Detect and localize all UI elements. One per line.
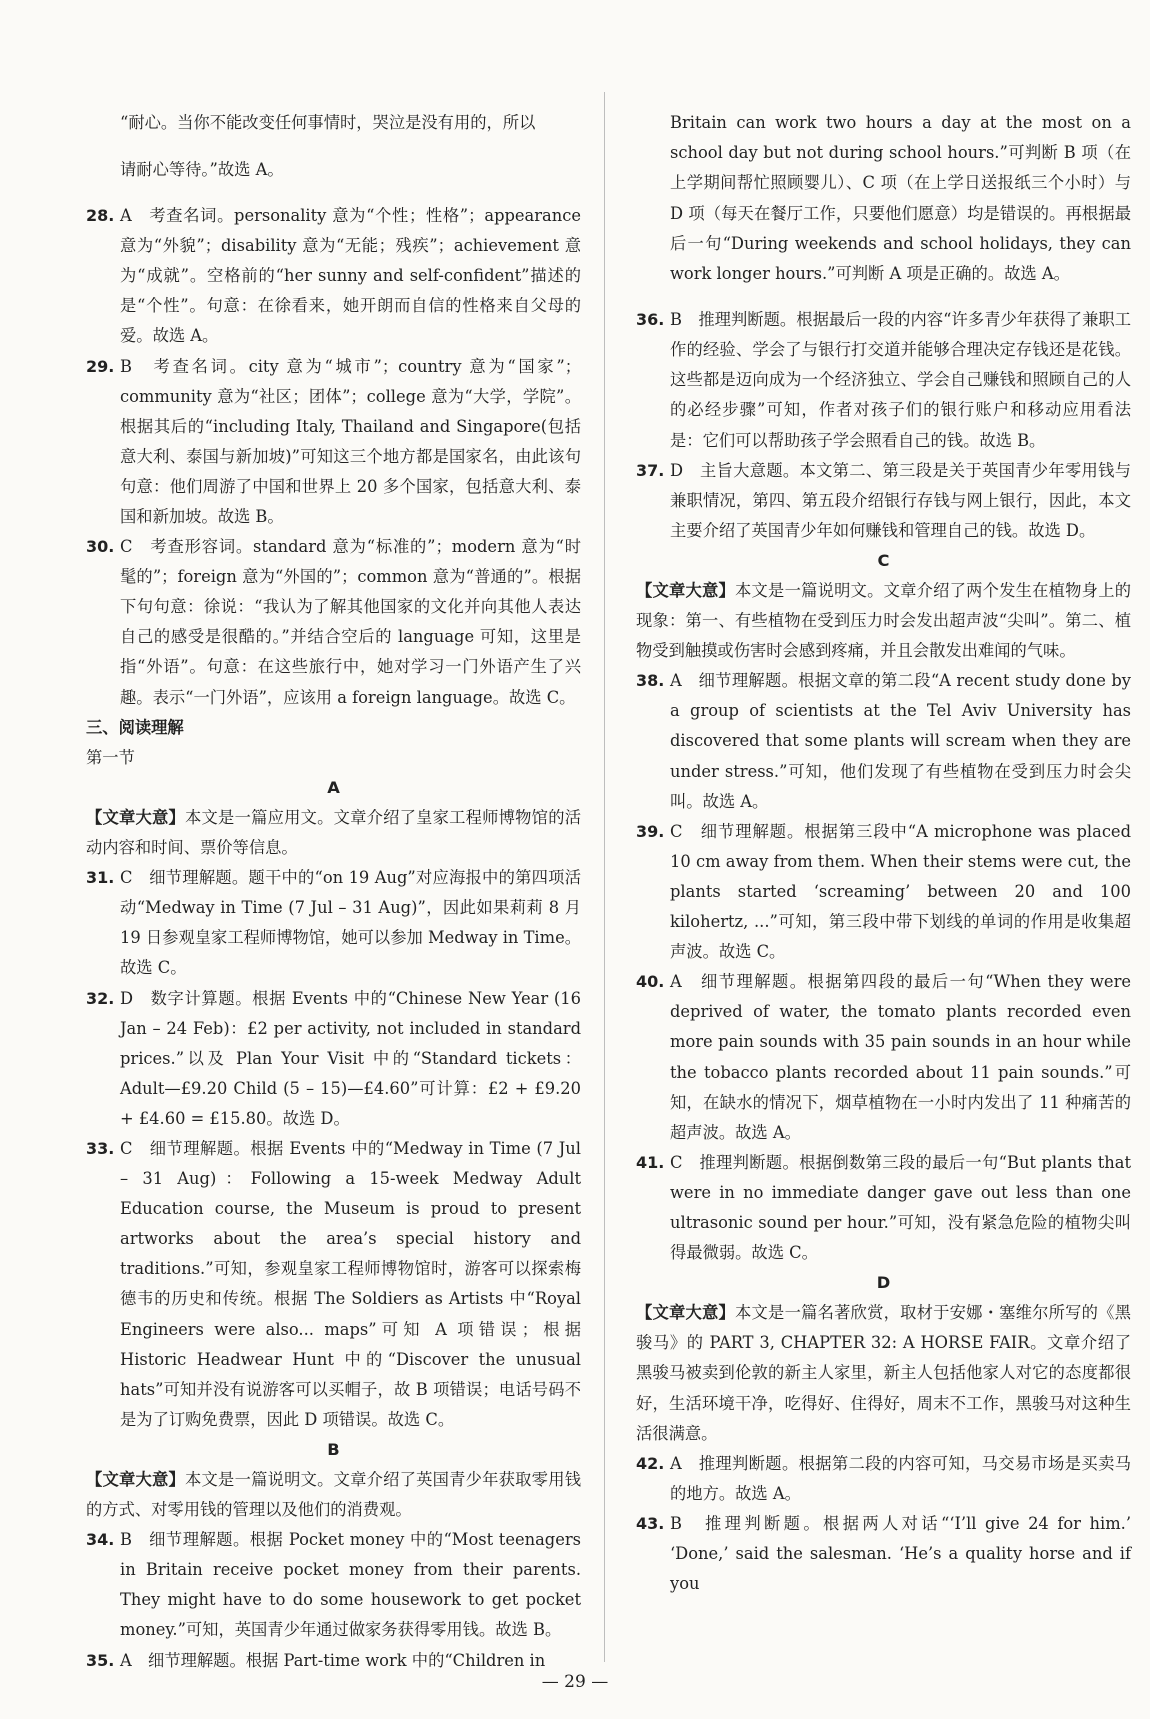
answer-text: D 数字计算题。根据 Events 中的“Chinese New Year (16 Jan – 24 Feb)：£2 per activity, not included in standard prices.”以及 Plan Your Visit 中的“Standard tickets：Adult—£9.20 Child (5 – 15)—£4.60”可计算：£2 + £9.20 + £4.60 = £15.80。故选 D。	[120, 988, 581, 1128]
answer-text: C 细节理解题。题干中的“on 19 Aug”对应海报中的第四项活动“Medway in Time (7 Jul – 31 Aug)”，因此如果莉莉 8 月 19 日参观皇家工程师博物馆，她可以参加 Medway in Time。故选 C。	[120, 868, 581, 978]
passage-c-summary	[636, 576, 1131, 666]
answer-38	[636, 666, 1131, 816]
question-number: 42.	[636, 1453, 665, 1473]
answer-text: C 细节理解题。根据第三段中“A microphone was placed 10 cm away from them. When their stems were cut, the plants started ‘screaming’ between 20 and 100 kilohertz, ...”可知，第三段中带下划线的单词的作用是收集超声波。故选 C。	[670, 821, 1131, 962]
summary-tag: 【文章大意】	[636, 1303, 736, 1323]
answer-text: B 细节理解题。根据 Pocket money 中的“Most teenagers in Britain receive pocket money from their parents. They might have to do some housework to get pocket money.”可知，英国青少年通过做家务获得零用钱。故选 B。	[120, 1530, 581, 1640]
summary-tag: 【文章大意】	[636, 581, 736, 600]
answer-text: B 考查名词。city 意为“城市”；country 意为“国家”；community 意为“社区；团体”；college 意为“大学，学院”。根据其后的“including Italy, Thailand and Singapore(包括意大利、泰国与新加坡)”可知这三个地方都是国家名，由此该句句意：他们周游了中国和世界上 20 多个国家，包括意大利、泰国和新加坡。故选 B。	[120, 356, 581, 527]
summary-tag: 【文章大意】	[86, 807, 186, 827]
answer-36	[636, 305, 1131, 455]
question-number: 35.	[86, 1650, 115, 1670]
question-number: 40.	[636, 972, 665, 992]
left-column	[86, 92, 581, 1676]
question-number: 34.	[86, 1530, 115, 1550]
answer-43	[636, 1509, 1131, 1599]
answer-text: A 推理判断题。根据第二段的内容可知，马交易市场是买卖马的地方。故选 A。	[670, 1453, 1131, 1503]
passage-b-letter: B	[327, 1439, 340, 1459]
intro-line-2: 请耐心等待。”故选 A。	[120, 159, 284, 179]
answer-28	[86, 201, 581, 351]
question-number: 41.	[636, 1152, 665, 1172]
question-number: 28.	[86, 206, 115, 226]
intro-line-1: “耐心。当你不能改变任何事情时，哭泣是没有用的，所以	[120, 113, 536, 133]
passage-b-summary	[86, 1465, 581, 1525]
question-number: 31.	[86, 868, 115, 888]
answer-41	[636, 1148, 1131, 1268]
answer-text: B 推理判断题。根据最后一段的内容“许多青少年获得了兼职工作的经验、学会了与银行打交道并能够合理决定存钱还是花钱。这些都是迈向成为一个经济独立、学会自己赚钱和照顾自己的人的必经步骤”可知，作者对孩子们的银行账户和移动应用看法是：它们可以帮助孩子学会照看自己的钱。故选 B。	[670, 310, 1131, 450]
question-number: 36.	[636, 310, 665, 330]
answer-text: A 细节理解题。根据第四段的最后一句“When they were deprived of water, the tomato plants recorded even more pain sounds with 35 pain sounds in an hour while the tobacco plants recorded about 11 pain sounds.”可知，在缺水的情况下，烟草植物在一小时内发出了 11 种痛苦的超声波。故选 A。	[670, 972, 1131, 1142]
answer-text: D 主旨大意题。本文第二、第三段是关于英国青少年零用钱与兼职情况，第四、第五段介绍银行存钱与网上银行，因此，本文主要介绍了英国青少年如何赚钱和管理自己的钱。故选 D。	[670, 460, 1131, 540]
answer-text: C 细节理解题。根据 Events 中的“Medway in Time (7 Jul – 31 Aug)：Following a 15-week Medway Adult Education course, the Museum is proud to present artworks about the area’s special history and traditions.”可知，参观皇家工程师博物馆时，游客可以探索梅德韦的历史和传统。根据 The Soldiers as Artists 中“Royal Engineers were also... maps”可知 A 项错误；根据 Historic Headwear Hunt 中的“Discover the unusual hats”可知并没有说游客可以买帽子，故 B 项错误；电话号码不是为了订购免费票，因此 D 项错误。故选 C。	[120, 1138, 581, 1429]
summary-tag: 【文章大意】	[86, 1470, 186, 1490]
question-number: 30.	[86, 537, 115, 557]
passage-a-letter: A	[327, 777, 340, 797]
question-number: 32.	[86, 988, 115, 1008]
subsection-title: 第一节	[86, 747, 135, 767]
answer-39	[636, 817, 1131, 967]
answer-text: B 推理判断题。根据两人对话“‘I’ll give 24 for him.’ ‘Done,’ said the salesman. ‘He’s a quality horse and if you	[670, 1513, 1131, 1594]
summary-text: 本文是一篇说明文。文章介绍了英国青少年获取零用钱的方式、对零用钱的管理以及他们的消费观。	[86, 1470, 581, 1520]
answer-40	[636, 967, 1131, 1148]
passage-c-letter: C	[877, 550, 890, 570]
answer-text: A 细节理解题。根据文章的第二段“A recent study done by a group of scientists at the Tel Aviv University has discovered that some plants will scream when they are under stress.”可知，他们发现了有些植物在受到压力时会尖叫。故选 A。	[670, 671, 1131, 811]
answer-32	[86, 984, 581, 1134]
summary-text: 本文是一篇名著欣赏，取材于安娜・塞维尔所写的《黑骏马》的 PART 3, CHAPTER 32: A HORSE FAIR。文章介绍了黑骏马被卖到伦敦的新主人家里，新主人包括他家人对它的态度都很好，生活环境干净，吃得好、住得好，周末不工作，黑骏马对这种生活很满意。	[636, 1303, 1131, 1443]
question-number: 39.	[636, 821, 665, 841]
answer-30	[86, 532, 581, 713]
answer-37	[636, 456, 1131, 546]
answer-text: A 细节理解题。根据 Part-time work 中的“Children in	[120, 1650, 546, 1670]
summary-text: 本文是一篇说明文。文章介绍了两个发生在植物身上的现象：第一、有些植物在受到压力时会发出超声波“尖叫”。第二、植物受到触摸或伤害时会感到疼痛，并且会散发出难闻的气味。	[636, 581, 1131, 661]
question-number: 37.	[636, 460, 665, 480]
passage-a-summary	[86, 803, 581, 863]
question-number: 29.	[86, 356, 115, 376]
answer-29	[86, 352, 581, 533]
column-divider	[604, 92, 605, 1662]
answer-text: C 考查形容词。standard 意为“标准的”；modern 意为“时髦的”；foreign 意为“外国的”；common 意为“普通的”。根据下句句意：徐说：“我认为了解其他国家的文化并向其他人表达自己的感受是很酷的。”并结合空后的 language 可知，这里是指“外语”。句意：在这些旅行中，她对学习一门外语产生了兴趣。表示“一门外语”，应该用 a foreign language。故选 C。	[120, 537, 581, 707]
answer-31	[86, 863, 581, 983]
right-column	[636, 92, 1131, 1599]
question-number: 33.	[86, 1138, 115, 1158]
question-number: 38.	[636, 671, 665, 691]
page-number: — 29 —	[541, 1672, 609, 1692]
answer-text: C 推理判断题。根据倒数第三段的最后一句“But plants that were in no immediate danger gave out less than one ultrasonic sound per hour.”可知，没有紧急危险的植物尖叫得最微弱。故选 C。	[670, 1152, 1131, 1263]
section-title: 三、阅读理解	[86, 717, 184, 737]
answer-42	[636, 1449, 1131, 1509]
question-number: 43.	[636, 1513, 665, 1533]
passage-d-summary	[636, 1298, 1131, 1448]
answer-35-continued: Britain can work two hours a day at the most on a school day but not during school hours.”可判断 B 项（在上学期间帮忙照顾婴儿）、C 项（在上学日送报纸三个小时）与 D 项（每天在餐厅工作，只要他们愿意）均是错误的。再根据最后一句“During weekends and school holidays, they can work longer hours.”可判断 A 项是正确的。故选 A。	[670, 113, 1131, 283]
summary-text: 本文是一篇应用文。文章介绍了皇家工程师博物馆的活动内容和时间、票价等信息。	[86, 807, 581, 858]
answer-34	[86, 1525, 581, 1645]
answer-text: A 考查名词。personality 意为“个性；性格”；appearance 意为“外貌”；disability 意为“无能；残疾”；achievement 意为“成就”。空格前的“her sunny and self-confident”描述的是“个性”。句意：在徐看来，她开朗而自信的性格来自父母的爱。故选 A。	[120, 206, 581, 346]
passage-d-letter: D	[876, 1273, 891, 1293]
answer-33	[86, 1134, 581, 1435]
